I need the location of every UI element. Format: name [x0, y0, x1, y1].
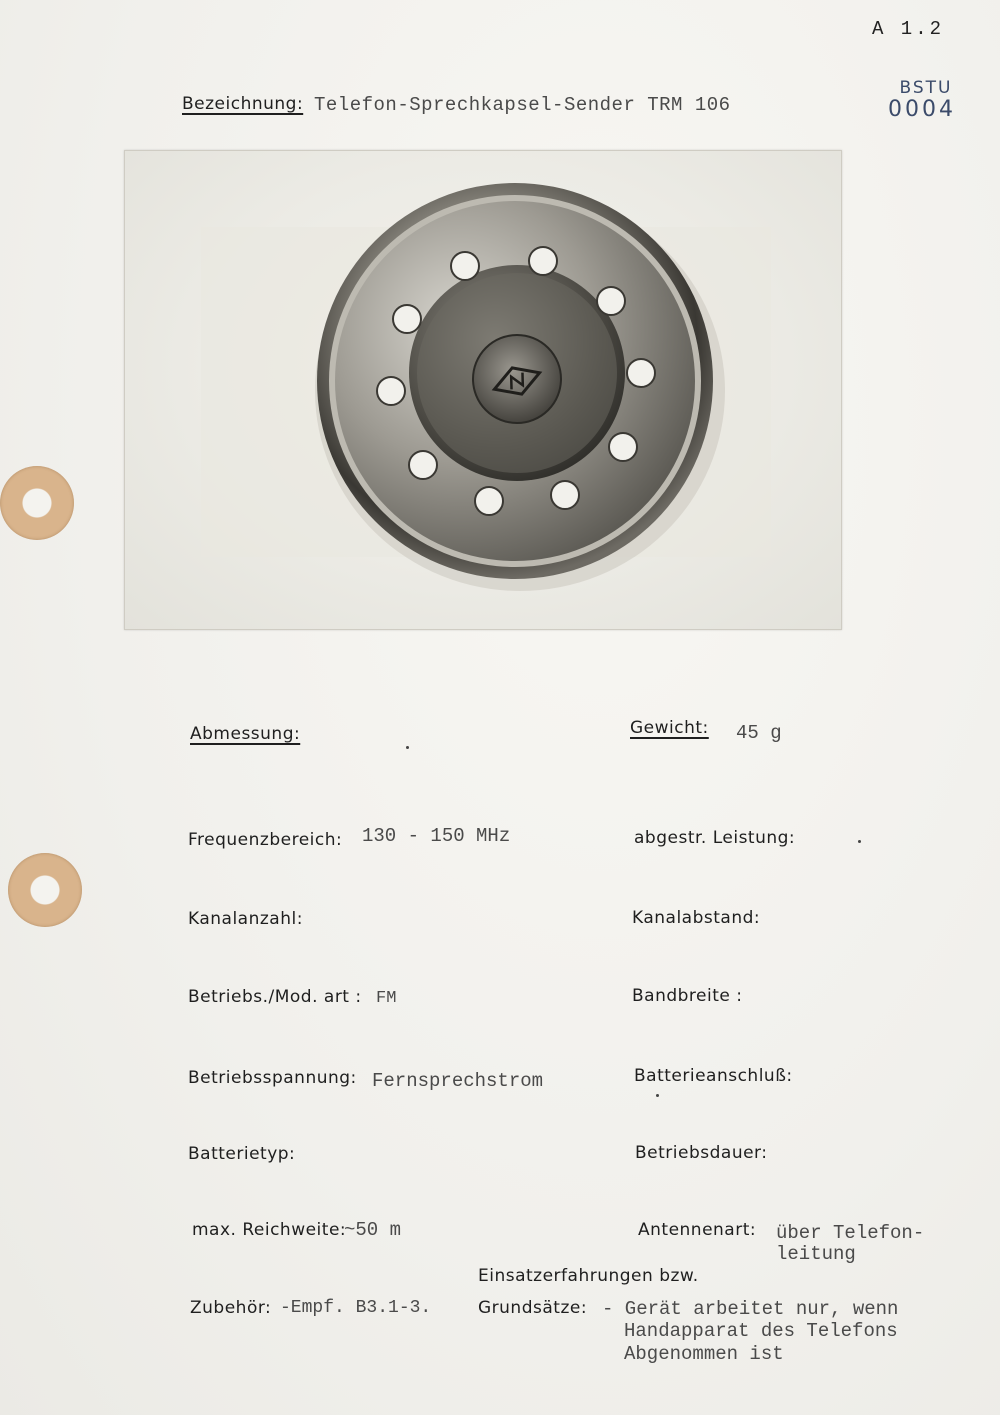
- betriebsspannung-value: Fernsprechstrom: [372, 1070, 544, 1092]
- reichweite-value: ~50 m: [344, 1219, 402, 1241]
- page-number: A 1.2: [872, 18, 945, 40]
- zubehoer-value: -Empf. B3.1-3.: [280, 1298, 432, 1318]
- einsatz-label-line2: Grundsätze:: [478, 1298, 588, 1318]
- batterietyp-label: Batterietyp:: [188, 1144, 296, 1164]
- punch-hole-lower: [8, 853, 82, 927]
- ink-speck: [858, 840, 861, 843]
- designation-value: Telefon-Sprechkapsel-Sender TRM 106: [314, 94, 731, 116]
- ink-speck: [656, 1094, 659, 1097]
- betriebsart-label: Betriebs./Mod. art :: [188, 987, 362, 1007]
- microphone-capsule-photo-icon: [125, 151, 841, 629]
- antennenart-value-line1: über Telefon-: [776, 1222, 925, 1244]
- betriebsdauer-label: Betriebsdauer:: [635, 1143, 768, 1163]
- stamp-line-2: 0004: [888, 97, 956, 122]
- frequenzbereich-value: 130 - 150 MHz: [362, 825, 511, 847]
- antennenart-label: Antennenart:: [638, 1220, 757, 1240]
- archive-stamp: [888, 78, 956, 120]
- betriebsspannung-label: Betriebsspannung:: [188, 1068, 357, 1088]
- antennenart-value-line2: leitung: [776, 1243, 856, 1265]
- reichweite-label: max. Reichweite:: [192, 1220, 347, 1240]
- betriebsart-value: FM: [376, 989, 397, 1008]
- abmessung-label: Abmessung:: [190, 724, 301, 744]
- bandbreite-label: Bandbreite :: [632, 986, 743, 1006]
- kanalanzahl-label: Kanalanzahl:: [188, 909, 303, 929]
- kanalabstand-label: Kanalabstand:: [632, 908, 761, 928]
- zubehoer-label: Zubehör:: [190, 1298, 272, 1318]
- ink-speck: [406, 746, 409, 749]
- gewicht-label: Gewicht:: [630, 718, 709, 738]
- einsatz-value-line1: - Gerät arbeitet nur, wenn: [602, 1298, 899, 1320]
- einsatz-label-line1: Einsatzerfahrungen bzw.: [478, 1266, 699, 1286]
- einsatz-value-line2: Handapparat des Telefons: [624, 1320, 898, 1342]
- gewicht-value: 45 g: [736, 722, 782, 744]
- leistung-label: abgestr. Leistung:: [634, 828, 796, 848]
- designation-label: Bezeichnung:: [182, 94, 304, 114]
- frequenzbereich-label: Frequenzbereich:: [188, 830, 343, 850]
- einsatz-value-line3: Abgenommen ist: [624, 1343, 784, 1365]
- stamp-line-1: BSTU: [899, 78, 953, 98]
- punch-hole-upper: [0, 466, 74, 540]
- batterieanschluss-label: Batterieanschluß:: [634, 1066, 793, 1086]
- device-photo: [124, 150, 842, 630]
